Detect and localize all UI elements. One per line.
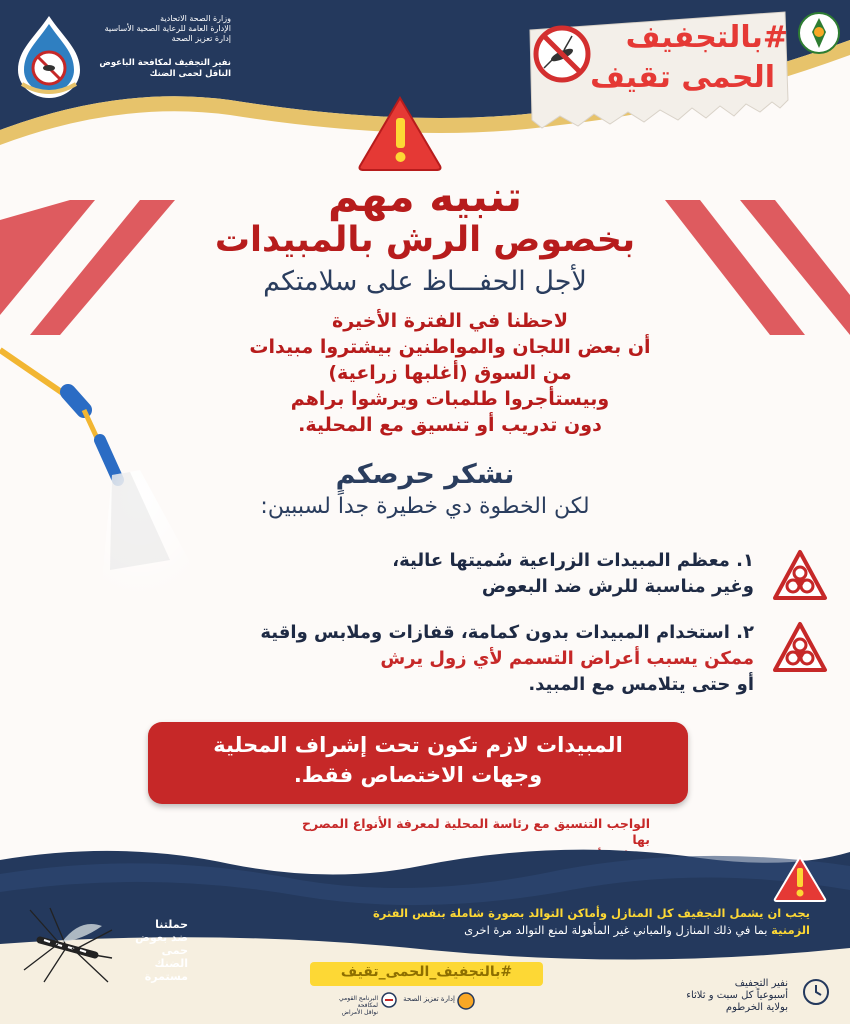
alert-subtitle: بخصوص الرش بالمبيدات (214, 220, 636, 260)
thanks-heading: نشكر حرصكم (335, 459, 515, 490)
reason-item (114, 548, 754, 600)
ministry-header (96, 14, 231, 44)
alert-tagline: لأجل الحفـــاظ على سلامتكم (263, 266, 587, 297)
ministry-name: وزارة الصحة الاتحادية (160, 14, 231, 23)
paragraph-line: من السوق (أغلبها زراعية) (328, 362, 572, 384)
campaign-logo (10, 14, 88, 100)
message-line (270, 922, 810, 939)
vector-control-label (338, 995, 378, 1016)
callout-text (148, 730, 688, 790)
biohazard-icon (772, 548, 828, 604)
health-promotion-logo (456, 991, 476, 1011)
reason-item (114, 620, 754, 698)
campaign-subtitle (96, 58, 231, 80)
paragraph-line: دون تدريب أو تنسيق مع المحلية. (298, 414, 602, 436)
message-text: بما في ذلك المنازل والمباني غير المأهولة لمنع التوالد مرة اخرى (464, 923, 768, 937)
paragraph-line: أن بعض اللجان والمواطنين بيشتروا مبيدات (249, 336, 651, 358)
campaign-ongoing-line: الضنك (154, 957, 188, 970)
drying-coverage-message (270, 905, 810, 939)
biohazard-icon (772, 620, 828, 676)
paragraph-line: وبيستأجروا طلمبات ويرشوا براهم (290, 388, 610, 410)
observation-paragraph (200, 308, 700, 438)
drying-schedule (680, 978, 788, 1014)
campaign-ongoing-line: مستمرة (144, 970, 188, 983)
hashtag-slogan: الحمى تقيف (590, 60, 775, 95)
vector-control-logo (380, 991, 398, 1009)
reason-line: ١. معظم المبيدات الزراعية سُميتها عالية، (392, 550, 754, 571)
callout-line: وجهات الاختصاص فقط. (293, 763, 543, 787)
callout-line: المبيدات لازم تكون تحت إشراف المحلية (213, 733, 623, 757)
hashtag-title: #بالتجفيف (625, 20, 788, 55)
mosquito-illustration (20, 900, 115, 985)
campaign-ongoing-line: ضد بعوض حمى (135, 931, 188, 957)
ministry-unit: إدارة تعزيز الصحة (171, 34, 231, 43)
health-promotion-label: إدارة تعزيز الصحة (403, 995, 455, 1003)
paragraph-line: لاحظنا في الفترة الأخيرة (331, 310, 568, 332)
reason-line: ٢. استخدام المبيدات بدون كمامة، قفازات وملابس واقية (260, 622, 754, 643)
note-line: الواجب التنسيق مع رئاسة المحلية لمعرفة الأنواع المصرح بها (301, 816, 650, 847)
vector-control-line: نواقل الأمراض (341, 1009, 378, 1016)
campaign-ongoing-text (108, 918, 188, 983)
message-line: يجب ان يشمل التجفيف كل المنازل وأماكن التوالد بصورة شاملة بنفس الفترة (372, 906, 810, 920)
clock-icon (800, 976, 832, 1008)
vector-control-line: البرنامج القومي لمكافحة (339, 995, 378, 1009)
schedule-line: أسبوعياً كل سبت و ثلاثاء (686, 990, 788, 1001)
alert-title: تنبيه مهم (328, 172, 522, 221)
schedule-line: نفير التجفيف (734, 978, 788, 989)
ministry-emblem-icon (796, 10, 842, 56)
reason-line: ممكن يسبب أعراض التسمم لأي زول يرش (380, 648, 754, 669)
ministry-department: الإدارة العامة للرعاية الصحية الأساسية (104, 24, 231, 33)
reason-line: أو حتى يتلامس مع المبيد. (528, 674, 754, 695)
campaign-subtitle-line: نفير التجفيف لمكافحة الباعوض (99, 58, 231, 68)
hashtag-footer: #بالتجفيف_الحمى_تقيف (340, 964, 513, 980)
reasons-intro: لكن الخطوة دي خطيرة جداً لسببين: (260, 494, 590, 519)
reason-line: وغير مناسبة للرش ضد البعوض (481, 576, 754, 597)
footer-warning-icon (773, 855, 827, 903)
schedule-line: بولاية الخرطوم (725, 1002, 788, 1013)
message-highlight: الزمنية (771, 923, 810, 937)
campaign-subtitle-line: الناقل لحمى الضنك (149, 69, 231, 79)
campaign-ongoing-line: حملتنا (155, 918, 188, 931)
warning-icon (356, 94, 444, 172)
